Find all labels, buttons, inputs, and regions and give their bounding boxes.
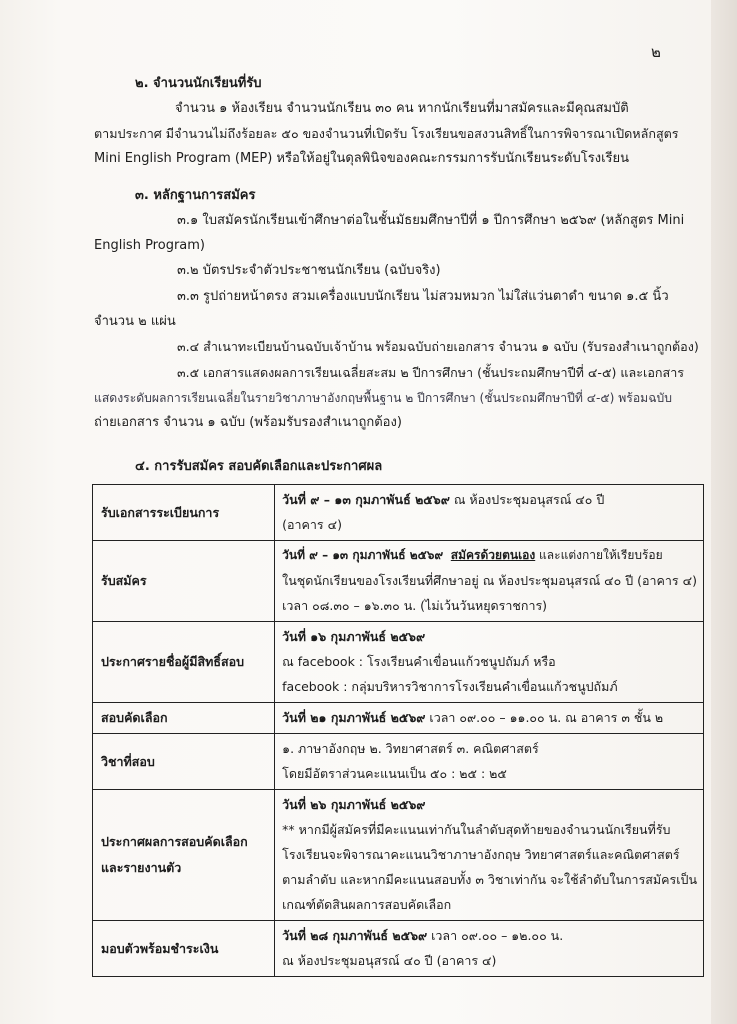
row-value — [275, 790, 704, 921]
table-row — [93, 921, 704, 977]
table-row — [93, 734, 704, 790]
table-row — [93, 703, 704, 734]
table-row — [93, 485, 704, 541]
row-value — [275, 734, 704, 790]
section3-item-1-cont: English Program) — [94, 238, 205, 253]
section3-item-5: ๓.๕ เอกสารแสดงผลการเรียนเฉลี่ยสะสม ๒ ปีการศึกษา (ชั้นประถมศึกษาปีที่ ๔-๕) และเอกสาร — [177, 365, 685, 380]
section3-heading: ๓. หลักฐานการสมัคร — [135, 188, 256, 203]
row-label: ประกาศรายชื่อผู้มีสิทธิ์สอบ — [93, 622, 275, 703]
table-row — [93, 790, 704, 921]
row-text: ณ ห้องประชุมอนุสรณ์ ๔๐ ปี (อาคาร ๔) — [282, 953, 497, 968]
section3-item-3-cont: จำนวน ๒ แผ่น — [94, 314, 176, 329]
row-text: เวลา ๐๙.๐๐ – ๑๒.๐๐ น. — [427, 928, 564, 943]
page-number: ๒ — [651, 43, 661, 61]
section4-heading: ๔. การรับสมัคร สอบคัดเลือกและประกาศผล — [135, 459, 383, 474]
row-label-line: ประกาศผลการสอบคัดเลือก — [101, 834, 248, 849]
page-edge-shadow — [711, 0, 737, 1024]
row-text: เกณฑ์ตัดสินผลการสอบคัดเลือก — [282, 897, 452, 912]
table-row — [93, 622, 704, 703]
row-text: (อาคาร ๔) — [282, 517, 342, 532]
section3-item-5-cont: แสดงระดับผลการเรียนเฉลี่ยในรายวิชาภาษาอังกฤษพื้นฐาน ๒ ปีการศึกษา (ชั้นประถมศึกษาปีที่ ๔-๕) พร้อมฉบับ — [94, 391, 672, 405]
section3-item-1: ๓.๑ ใบสมัครนักเรียนเข้าศึกษาต่อในชั้นมัธยมศึกษาปีที่ ๑ ปีการศึกษา ๒๕๖๙ (หลักสูตร Mini — [177, 213, 685, 228]
row-value — [275, 541, 704, 622]
row-label: สอบคัดเลือก — [93, 703, 275, 734]
row-text: ณ facebook : โรงเรียนคำเขื่อนแก้วชนูปถัมภ์ หรือ — [282, 654, 556, 669]
section3-item-2: ๓.๒ บัตรประจำตัวประชาชนนักเรียน (ฉบับจริง) — [177, 263, 441, 278]
row-date: วันที่ ๙ – ๑๓ กุมภาพันธ์ ๒๕๖๙ — [282, 492, 450, 507]
section3-item-3: ๓.๓ รูปถ่ายหน้าตรง สวมเครื่องแบบนักเรียน ไม่สวมหมวก ไม่ใส่แว่นตาดำ ขนาด ๑.๕ นิ้ว — [177, 289, 669, 304]
row-text: ๑. ภาษาอังกฤษ ๒. วิทยาศาสตร์ ๓. คณิตศาสตร์ — [282, 741, 539, 756]
row-date: วันที่ ๒๑ กุมภาพันธ์ ๒๕๖๙ — [282, 710, 426, 725]
section2-line-2: ตามประกาศ มีจำนวนไม่ถึงร้อยละ ๕๐ ของจำนวนที่เปิดรับ โรงเรียนขอสงวนสิทธิ์ในการพิจารณาเปิดหลักสูตร — [94, 126, 679, 141]
row-value — [275, 703, 704, 734]
row-text: ในชุดนักเรียนของโรงเรียนที่ศึกษาอยู่ ณ ห้องประชุมอนุสรณ์ ๔๐ ปี (อาคาร ๔) — [282, 573, 697, 588]
section2-line-3: Mini English Program (MEP) หรือให้อยู่ในดุลพินิจของคณะกรรมการรับนักเรียนระดับโรงเรียน — [94, 151, 629, 166]
row-text: facebook : กลุ่มบริหารวิชาการโรงเรียนคำเขื่อนแก้วชนูปถัมภ์ — [282, 679, 618, 694]
row-label: รับสมัคร — [93, 541, 275, 622]
section2-heading: ๒. จำนวนนักเรียนที่รับ — [135, 76, 262, 91]
row-text: ณ ห้องประชุมอนุสรณ์ ๔๐ ปี — [449, 492, 605, 507]
row-date: วันที่ ๙ – ๑๓ กุมภาพันธ์ ๒๕๖๙ — [282, 548, 444, 562]
row-text: ** หากมีผู้สมัครที่มีคะแนนเท่ากันในลำดับสุดท้ายของจำนวนนักเรียนที่รับ — [282, 822, 671, 837]
row-date: วันที่ ๒๖ กุมภาพันธ์ ๒๕๖๙ — [282, 797, 426, 812]
section3-item-4: ๓.๔ สำเนาทะเบียนบ้านฉบับเจ้าบ้าน พร้อมฉบับถ่ายเอกสาร จำนวน ๑ ฉบับ (รับรองสำเนาถูกต้อง) — [177, 339, 699, 354]
section2-line-1: จำนวน ๑ ห้องเรียน จำนวนนักเรียน ๓๐ คน หากนักเรียนที่มาสมัครและมีคุณสมบัติ — [175, 101, 629, 116]
row-label: วิชาที่สอบ — [93, 734, 275, 790]
table-row — [93, 541, 704, 622]
row-date: วันที่ ๑๖ กุมภาพันธ์ ๒๕๖๙ — [282, 629, 426, 644]
row-text: โดยมีอัตราส่วนคะแนนเป็น ๕๐ : ๒๕ : ๒๕ — [282, 766, 507, 781]
row-text: เวลา ๐๙.๐๐ – ๑๑.๐๐ น. ณ อาคาร ๓ ชั้น ๒ — [425, 710, 664, 725]
row-value — [275, 485, 704, 541]
row-text: โรงเรียนจะพิจารณาคะแนนวิชาภาษาอังกฤษ วิทยาศาสตร์และคณิตศาสตร์ — [282, 847, 680, 862]
row-label: รับเอกสารระเบียนการ — [93, 485, 275, 541]
row-value — [275, 622, 704, 703]
row-emphasis: สมัครด้วยตนเอง — [450, 548, 536, 562]
row-label-line: และรายงานตัว — [101, 860, 182, 875]
row-value — [275, 921, 704, 977]
row-date: วันที่ ๒๘ กุมภาพันธ์ ๒๕๖๙ — [282, 928, 428, 943]
row-label: มอบตัวพร้อมชำระเงิน — [93, 921, 275, 977]
row-text: ตามลำดับ และหากมีคะแนนสอบทั้ง ๓ วิชาเท่ากัน จะใช้ลำดับในการสมัครเป็น — [282, 872, 697, 887]
section3-item-5-cont2: ถ่ายเอกสาร จำนวน ๑ ฉบับ (พร้อมรับรองสำเนาถูกต้อง) — [94, 415, 402, 430]
schedule-table — [92, 484, 704, 977]
row-label — [93, 790, 275, 921]
row-text: เวลา ๐๘.๓๐ – ๑๖.๓๐ น. (ไม่เว้นวันหยุดราชการ) — [282, 598, 548, 613]
row-text: และแต่งกายให้เรียบร้อย — [535, 548, 663, 562]
